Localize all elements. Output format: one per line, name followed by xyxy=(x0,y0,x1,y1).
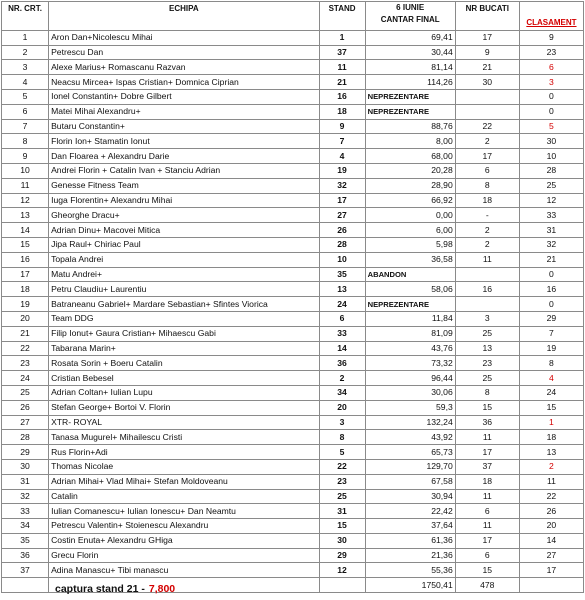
row-cantar: 55,36 xyxy=(365,563,455,578)
totals-bucati: 478 xyxy=(455,578,519,593)
table-row xyxy=(2,89,584,104)
table-row xyxy=(2,178,584,193)
header-echipa: ECHIPA xyxy=(49,2,319,31)
row-cantar: NEPREZENTARE xyxy=(365,104,455,119)
row-stand: 23 xyxy=(319,474,365,489)
row-stand: 15 xyxy=(319,519,365,534)
table-row xyxy=(2,459,584,474)
table-row xyxy=(2,430,584,445)
row-echipa: Florin Ion+ Stamatin Ionut xyxy=(49,134,319,149)
header-nr-bucati: NR BUCATI xyxy=(455,2,519,31)
row-echipa: Iulian Comanescu+ Iulian Ionescu+ Dan Neamtu xyxy=(49,504,319,519)
row-bucati: 11 xyxy=(455,252,519,267)
row-bucati: 18 xyxy=(455,474,519,489)
header-clasament: CLASAMENT xyxy=(519,2,583,31)
row-cantar: 66,92 xyxy=(365,193,455,208)
row-clasament: 18 xyxy=(519,430,583,445)
row-stand: 19 xyxy=(319,163,365,178)
row-echipa: Filip Ionut+ Gaura Cristian+ Mihaescu Gabi xyxy=(49,326,319,341)
row-echipa: Grecu Florin xyxy=(49,548,319,563)
row-stand: 9 xyxy=(319,119,365,134)
row-bucati: 37 xyxy=(455,459,519,474)
table-row xyxy=(2,193,584,208)
table-row xyxy=(2,415,584,430)
totals-cantar: 1750,41 xyxy=(365,578,455,593)
row-cantar: 132,24 xyxy=(365,415,455,430)
row-stand: 37 xyxy=(319,45,365,60)
row-cantar: 30,94 xyxy=(365,489,455,504)
row-cantar: NEPREZENTARE xyxy=(365,89,455,104)
row-bucati: 17 xyxy=(455,533,519,548)
row-echipa: Catalin xyxy=(49,489,319,504)
row-bucati: 8 xyxy=(455,385,519,400)
row-cantar: 61,36 xyxy=(365,533,455,548)
row-nr: 8 xyxy=(2,134,49,149)
row-nr: 34 xyxy=(2,519,49,534)
row-bucati: 21 xyxy=(455,60,519,75)
row-nr: 15 xyxy=(2,237,49,252)
table-row xyxy=(2,489,584,504)
row-bucati: 2 xyxy=(455,223,519,238)
row-bucati: 11 xyxy=(455,519,519,534)
row-nr: 13 xyxy=(2,208,49,223)
row-nr: 1 xyxy=(2,30,49,45)
row-stand: 21 xyxy=(319,75,365,90)
row-echipa: Butaru Constantin+ xyxy=(49,119,319,134)
row-stand: 20 xyxy=(319,400,365,415)
row-bucati: 17 xyxy=(455,30,519,45)
row-stand: 22 xyxy=(319,459,365,474)
row-cantar: 65,73 xyxy=(365,445,455,460)
row-clasament: 4 xyxy=(519,371,583,386)
table-row xyxy=(2,30,584,45)
header-cantar-date: 6 IUNIE xyxy=(396,3,425,12)
row-clasament: 8 xyxy=(519,356,583,371)
row-bucati: 8 xyxy=(455,178,519,193)
row-echipa: Alexe Marius+ Romascanu Razvan xyxy=(49,60,319,75)
row-nr: 11 xyxy=(2,178,49,193)
row-clasament: 25 xyxy=(519,178,583,193)
table-row xyxy=(2,504,584,519)
row-bucati: 2 xyxy=(455,134,519,149)
row-clasament: 0 xyxy=(519,297,583,312)
row-cantar: 81,09 xyxy=(365,326,455,341)
row-echipa: Ionel Constantin+ Dobre Gilbert xyxy=(49,89,319,104)
row-cantar: 67,58 xyxy=(365,474,455,489)
row-stand: 3 xyxy=(319,415,365,430)
row-stand: 33 xyxy=(319,326,365,341)
row-nr: 36 xyxy=(2,548,49,563)
row-nr: 3 xyxy=(2,60,49,75)
totals-empty xyxy=(319,578,365,593)
row-bucati: - xyxy=(455,208,519,223)
row-nr: 32 xyxy=(2,489,49,504)
row-nr: 23 xyxy=(2,356,49,371)
row-bucati: 17 xyxy=(455,149,519,164)
row-cantar: 11,84 xyxy=(365,311,455,326)
row-clasament: 0 xyxy=(519,267,583,282)
row-stand: 8 xyxy=(319,430,365,445)
row-clasament: 9 xyxy=(519,30,583,45)
table-row xyxy=(2,104,584,119)
row-echipa: Iuga Florentin+ Alexandru Mihai xyxy=(49,193,319,208)
table-row xyxy=(2,341,584,356)
row-stand: 34 xyxy=(319,385,365,400)
table-row xyxy=(2,400,584,415)
row-bucati: 9 xyxy=(455,45,519,60)
table-row xyxy=(2,60,584,75)
table-row xyxy=(2,208,584,223)
row-clasament: 14 xyxy=(519,533,583,548)
row-echipa: Petru Claudiu+ Laurentiu xyxy=(49,282,319,297)
row-bucati: 25 xyxy=(455,326,519,341)
row-echipa: Gheorghe Dracu+ xyxy=(49,208,319,223)
row-echipa: Petrescu Valentin+ Stoienescu Alexandru xyxy=(49,519,319,534)
row-stand: 2 xyxy=(319,371,365,386)
row-echipa: XTR- ROYAL xyxy=(49,415,319,430)
row-bucati: 15 xyxy=(455,563,519,578)
table-row xyxy=(2,474,584,489)
row-stand: 14 xyxy=(319,341,365,356)
row-nr: 9 xyxy=(2,149,49,164)
row-nr: 31 xyxy=(2,474,49,489)
row-cantar: 20,28 xyxy=(365,163,455,178)
row-echipa: Stefan George+ Bortoi V. Florin xyxy=(49,400,319,415)
row-stand: 13 xyxy=(319,282,365,297)
row-stand: 4 xyxy=(319,149,365,164)
caption-value: 7,800 xyxy=(148,583,176,595)
row-stand: 12 xyxy=(319,563,365,578)
row-clasament: 7 xyxy=(519,326,583,341)
row-cantar: 28,90 xyxy=(365,178,455,193)
caption xyxy=(55,583,175,595)
row-echipa: Tanasa Mugurel+ Mihailescu Cristi xyxy=(49,430,319,445)
row-cantar: 5,98 xyxy=(365,237,455,252)
row-cantar: 73,32 xyxy=(365,356,455,371)
table-row xyxy=(2,548,584,563)
header-stand: STAND xyxy=(319,2,365,31)
row-nr: 26 xyxy=(2,400,49,415)
table-row xyxy=(2,267,584,282)
row-bucati: 3 xyxy=(455,311,519,326)
row-clasament: 24 xyxy=(519,385,583,400)
row-cantar: 6,00 xyxy=(365,223,455,238)
row-echipa: Petrescu Dan xyxy=(49,45,319,60)
row-echipa: Costin Enuta+ Alexandru GHiga xyxy=(49,533,319,548)
table-row xyxy=(2,282,584,297)
row-stand: 35 xyxy=(319,267,365,282)
row-echipa: Batraneanu Gabriel+ Mardare Sebastian+ Sfintes Viorica xyxy=(49,297,319,312)
row-clasament: 32 xyxy=(519,237,583,252)
table-row xyxy=(2,356,584,371)
row-nr: 7 xyxy=(2,119,49,134)
row-clasament: 26 xyxy=(519,504,583,519)
table-row xyxy=(2,533,584,548)
row-bucati: 13 xyxy=(455,341,519,356)
row-nr: 37 xyxy=(2,563,49,578)
row-stand: 5 xyxy=(319,445,365,460)
row-bucati xyxy=(455,267,519,282)
row-bucati: 6 xyxy=(455,163,519,178)
row-nr: 5 xyxy=(2,89,49,104)
row-echipa: Rus Florin+Adi xyxy=(49,445,319,460)
row-echipa: Rosata Sorin + Boeru Catalin xyxy=(49,356,319,371)
table-row xyxy=(2,297,584,312)
row-cantar: 68,00 xyxy=(365,149,455,164)
row-stand: 7 xyxy=(319,134,365,149)
row-cantar: 81,14 xyxy=(365,60,455,75)
row-bucati: 30 xyxy=(455,75,519,90)
row-bucati: 2 xyxy=(455,237,519,252)
row-clasament: 0 xyxy=(519,104,583,119)
row-stand: 27 xyxy=(319,208,365,223)
row-stand: 25 xyxy=(319,489,365,504)
row-nr: 16 xyxy=(2,252,49,267)
row-bucati: 36 xyxy=(455,415,519,430)
row-clasament: 31 xyxy=(519,223,583,238)
row-clasament: 12 xyxy=(519,193,583,208)
table-row xyxy=(2,237,584,252)
row-stand: 30 xyxy=(319,533,365,548)
caption-label: captura stand 21 - xyxy=(55,583,145,595)
row-nr: 6 xyxy=(2,104,49,119)
row-cantar: 8,00 xyxy=(365,134,455,149)
row-echipa: Adina Manascu+ Tibi manascu xyxy=(49,563,319,578)
row-echipa: Cristian Bebesel xyxy=(49,371,319,386)
row-bucati: 25 xyxy=(455,371,519,386)
row-cantar: 59,3 xyxy=(365,400,455,415)
row-clasament: 27 xyxy=(519,548,583,563)
row-nr: 30 xyxy=(2,459,49,474)
row-stand: 6 xyxy=(319,311,365,326)
row-bucati: 22 xyxy=(455,119,519,134)
header-row xyxy=(2,2,584,31)
row-cantar: 69,41 xyxy=(365,30,455,45)
row-clasament: 30 xyxy=(519,134,583,149)
row-cantar: 36,58 xyxy=(365,252,455,267)
row-echipa: Andrei Florin + Catalin Ivan + Stanciu Adrian xyxy=(49,163,319,178)
row-clasament: 21 xyxy=(519,252,583,267)
row-nr: 22 xyxy=(2,341,49,356)
row-nr: 25 xyxy=(2,385,49,400)
row-cantar: 30,44 xyxy=(365,45,455,60)
row-stand: 18 xyxy=(319,104,365,119)
row-nr: 12 xyxy=(2,193,49,208)
row-nr: 33 xyxy=(2,504,49,519)
row-clasament: 23 xyxy=(519,45,583,60)
row-nr: 29 xyxy=(2,445,49,460)
row-stand: 36 xyxy=(319,356,365,371)
row-cantar: 22,42 xyxy=(365,504,455,519)
row-clasament: 22 xyxy=(519,489,583,504)
row-cantar: 30,06 xyxy=(365,385,455,400)
row-echipa: Thomas Nicolae xyxy=(49,459,319,474)
row-nr: 28 xyxy=(2,430,49,445)
row-cantar: 0,00 xyxy=(365,208,455,223)
row-clasament: 1 xyxy=(519,415,583,430)
row-nr: 18 xyxy=(2,282,49,297)
row-nr: 4 xyxy=(2,75,49,90)
row-clasament: 15 xyxy=(519,400,583,415)
row-nr: 14 xyxy=(2,223,49,238)
row-clasament: 5 xyxy=(519,119,583,134)
table-row xyxy=(2,371,584,386)
row-nr: 24 xyxy=(2,371,49,386)
table-row xyxy=(2,223,584,238)
row-cantar: ABANDON xyxy=(365,267,455,282)
row-bucati: 18 xyxy=(455,193,519,208)
row-nr: 10 xyxy=(2,163,49,178)
row-bucati xyxy=(455,297,519,312)
row-cantar: 43,92 xyxy=(365,430,455,445)
row-clasament: 17 xyxy=(519,563,583,578)
row-cantar: 88,76 xyxy=(365,119,455,134)
table-row xyxy=(2,326,584,341)
row-bucati: 15 xyxy=(455,400,519,415)
row-nr: 20 xyxy=(2,311,49,326)
row-clasament: 11 xyxy=(519,474,583,489)
row-echipa: Team DDG xyxy=(49,311,319,326)
row-clasament: 19 xyxy=(519,341,583,356)
row-echipa: Adrian Dinu+ Macovei Mitica xyxy=(49,223,319,238)
row-bucati xyxy=(455,104,519,119)
row-stand: 16 xyxy=(319,89,365,104)
row-nr: 17 xyxy=(2,267,49,282)
row-stand: 29 xyxy=(319,548,365,563)
row-echipa: Matei Mihai Alexandru+ xyxy=(49,104,319,119)
row-cantar: NEPREZENTARE xyxy=(365,297,455,312)
header-cantar-final: CANTAR FINAL xyxy=(380,15,440,24)
row-clasament: 6 xyxy=(519,60,583,75)
row-stand: 1 xyxy=(319,30,365,45)
row-echipa: Adrian Mihai+ Vlad Mihai+ Stefan Moldoveanu xyxy=(49,474,319,489)
table-row xyxy=(2,385,584,400)
row-echipa: Adrian Coltan+ Iulian Lupu xyxy=(49,385,319,400)
row-bucati xyxy=(455,89,519,104)
row-echipa: Matu Andrei+ xyxy=(49,267,319,282)
row-bucati: 23 xyxy=(455,356,519,371)
row-clasament: 28 xyxy=(519,163,583,178)
table-row xyxy=(2,119,584,134)
row-cantar: 129,70 xyxy=(365,459,455,474)
results-table xyxy=(1,1,584,593)
row-clasament: 29 xyxy=(519,311,583,326)
row-echipa: Jipa Raul+ Chiriac Paul xyxy=(49,237,319,252)
row-clasament: 10 xyxy=(519,149,583,164)
row-clasament: 20 xyxy=(519,519,583,534)
row-clasament: 3 xyxy=(519,75,583,90)
row-bucati: 17 xyxy=(455,445,519,460)
row-cantar: 37,64 xyxy=(365,519,455,534)
row-stand: 28 xyxy=(319,237,365,252)
row-bucati: 11 xyxy=(455,430,519,445)
table-row xyxy=(2,445,584,460)
row-bucati: 6 xyxy=(455,504,519,519)
row-cantar: 58,06 xyxy=(365,282,455,297)
row-echipa: Dan Floarea + Alexandru Darie xyxy=(49,149,319,164)
table-row xyxy=(2,252,584,267)
row-echipa: Topala Andrei xyxy=(49,252,319,267)
table-row xyxy=(2,519,584,534)
row-clasament: 16 xyxy=(519,282,583,297)
totals-empty xyxy=(519,578,583,593)
row-cantar: 21,36 xyxy=(365,548,455,563)
row-stand: 26 xyxy=(319,223,365,238)
row-echipa: Tabarana Marin+ xyxy=(49,341,319,356)
row-bucati: 16 xyxy=(455,282,519,297)
row-stand: 31 xyxy=(319,504,365,519)
table-row xyxy=(2,75,584,90)
row-clasament: 13 xyxy=(519,445,583,460)
table-row xyxy=(2,134,584,149)
row-clasament: 2 xyxy=(519,459,583,474)
header-cantar xyxy=(365,2,455,31)
row-echipa: Neacsu Mircea+ Ispas Cristian+ Domnica Ciprian xyxy=(49,75,319,90)
row-cantar: 114,26 xyxy=(365,75,455,90)
row-echipa: Genesse Fitness Team xyxy=(49,178,319,193)
row-bucati: 11 xyxy=(455,489,519,504)
row-stand: 10 xyxy=(319,252,365,267)
table-row xyxy=(2,45,584,60)
table-row xyxy=(2,149,584,164)
row-stand: 11 xyxy=(319,60,365,75)
table-row xyxy=(2,311,584,326)
row-nr: 2 xyxy=(2,45,49,60)
row-bucati: 6 xyxy=(455,548,519,563)
row-cantar: 96,44 xyxy=(365,371,455,386)
row-stand: 32 xyxy=(319,178,365,193)
row-stand: 24 xyxy=(319,297,365,312)
totals-empty xyxy=(2,578,49,593)
table-row xyxy=(2,163,584,178)
header-nr: NR. CRT. xyxy=(2,2,49,31)
row-nr: 21 xyxy=(2,326,49,341)
row-nr: 27 xyxy=(2,415,49,430)
row-cantar: 43,76 xyxy=(365,341,455,356)
row-nr: 19 xyxy=(2,297,49,312)
row-clasament: 33 xyxy=(519,208,583,223)
table-row xyxy=(2,563,584,578)
row-clasament: 0 xyxy=(519,89,583,104)
row-stand: 17 xyxy=(319,193,365,208)
row-echipa: Aron Dan+Nicolescu Mihai xyxy=(49,30,319,45)
row-nr: 35 xyxy=(2,533,49,548)
